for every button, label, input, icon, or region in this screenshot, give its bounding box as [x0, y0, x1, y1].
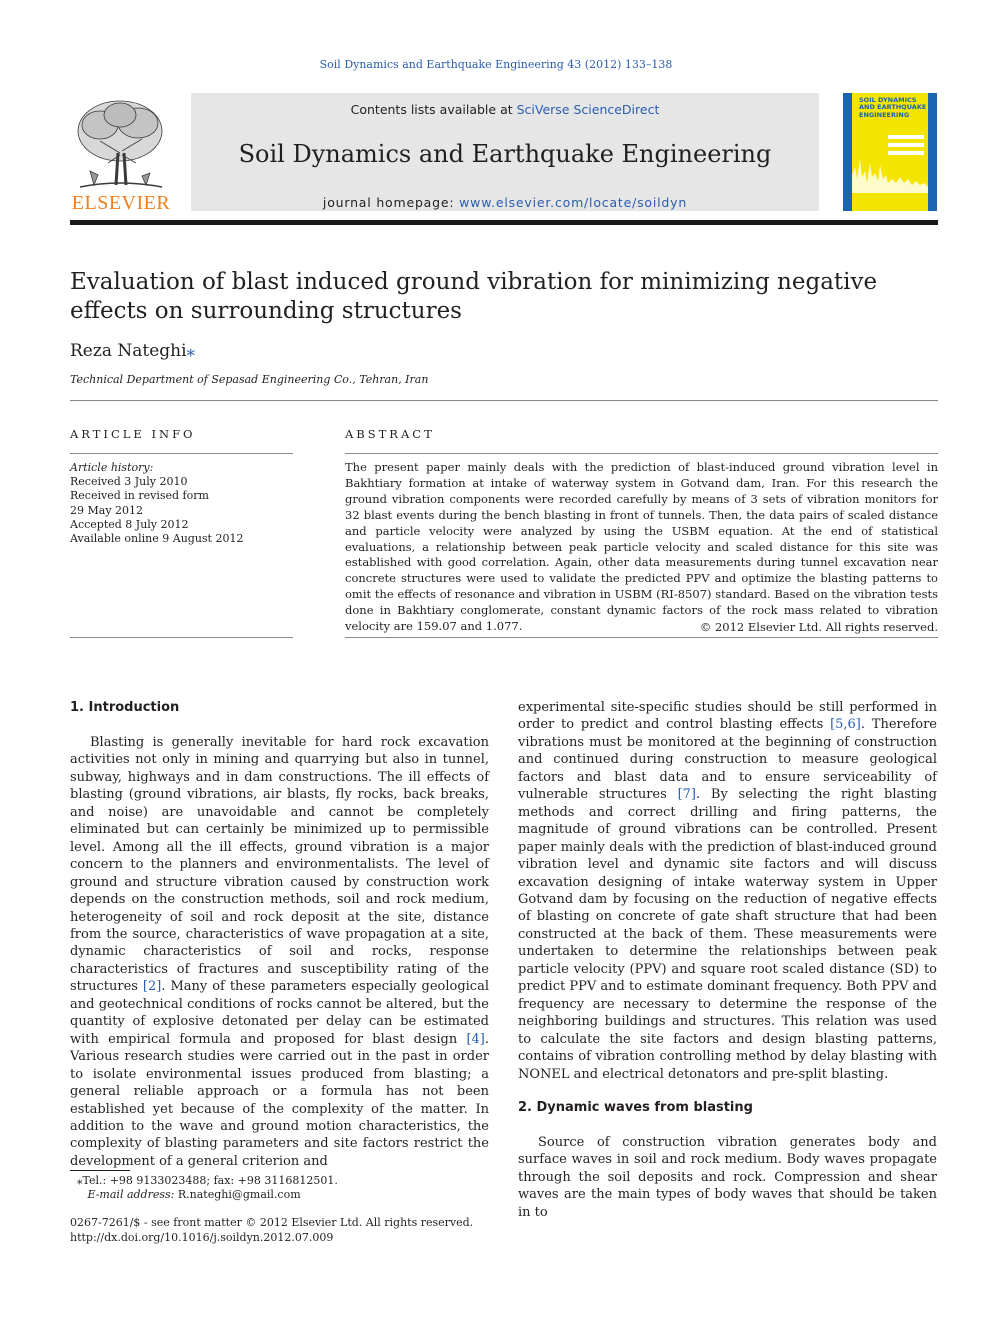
homepage-line: [191, 195, 819, 210]
divider: [345, 637, 938, 638]
journal-homepage-link[interactable]: www.elsevier.com/locate/soildyn: [459, 195, 688, 210]
citation-link[interactable]: [5,6]: [830, 717, 861, 733]
history-item: Received in revised form: [70, 489, 209, 503]
text-run: . Many of these parameters especially geological and geotechnical conditions of rocks cannot be altered, but the quantity of explosive detonated per delay can be estimated with empirical formula and proposed for blast design: [70, 979, 489, 1047]
abstract-heading: ABSTRACT: [345, 427, 435, 441]
doi-link[interactable]: http://dx.doi.org/10.1016/j.soildyn.2012.07.009: [70, 1230, 334, 1244]
affiliation: Technical Department of Sepasad Engineering Co., Tehran, Iran: [70, 373, 429, 386]
divider: [70, 453, 293, 454]
footnote-rule: [70, 1170, 130, 1171]
email-label: E-mail address:: [87, 1188, 175, 1201]
cover-seismogram-graphic: [852, 153, 928, 193]
history-item: 29 May 2012: [70, 503, 144, 517]
text-run: experimental site-specific studies should be still performed in order to predict and control blasting effects: [518, 700, 937, 733]
corresponding-author-mark[interactable]: ⁎: [186, 341, 196, 361]
article-info-heading: ARTICLE INFO: [70, 427, 196, 441]
author-line: [70, 341, 195, 361]
paragraph: [70, 734, 489, 1170]
introduction-right-column: [518, 699, 937, 1083]
sciencedirect-link[interactable]: SciVerse ScienceDirect: [516, 102, 660, 117]
history-item: Received 3 July 2010: [70, 475, 188, 489]
article-title: Evaluation of blast induced ground vibration for minimizing negative effects on surrounding structures: [70, 269, 878, 324]
paragraph: [518, 699, 937, 1083]
cover-left-stripe: [843, 93, 852, 211]
text-run: . Various research studies were carried out in the past in order to isolate environmental issues produced from blasting; a general reliable approach or a formula has not been established yet because of the complexity of the matter. In addition to the wave and ground motion characteristics, the complexity of blasting parameters and site factors restrict the development of a general criterion and: [70, 1031, 489, 1169]
divider: [70, 400, 938, 401]
divider: [345, 453, 938, 454]
elsevier-wordmark: ELSEVIER: [71, 192, 171, 214]
cover-right-stripe: [928, 93, 937, 211]
citation-link[interactable]: [4]: [466, 1031, 485, 1047]
cover-band: [888, 135, 924, 139]
running-head[interactable]: Soil Dynamics and Earthquake Engineering 43 (2012) 133–138: [319, 58, 673, 71]
homepage-prefix: journal homepage:: [322, 195, 460, 210]
issn-line: 0267-7261/$ - see front matter © 2012 Elsevier Ltd. All rights reserved.: [70, 1216, 474, 1229]
footnote-email-line: [70, 1188, 338, 1202]
text-run: . By selecting the right blasting methods and correct drilling and firing patterns, the magnitude of ground vibrations can be controlled. Present paper mainly deals with the prediction of blast-induced ground vibration level and dynamic site factors and will discuss excavation designing of intake waterway system in Upper Gotvand dam by focusing on the reduction of negative effects of blasting on concrete of gate shaft structure that had been constructed at the back of them. These measurements were undertaken to determine the relationships between peak particle velocity (PPV) and square root scaled distance (SD) to predict PPV and to estimate dominant frequency. Both PPV and frequency are necessary to determine the response of the neighboring buildings and structures. This relation was used to calculate the site factors and design blasting patterns, contains of vibration controlling method by delay blasting with NONEL and electrical detonators and pre-split blasting.: [518, 787, 937, 1082]
author-name[interactable]: Reza Nateghi: [70, 341, 187, 361]
abstract-copyright: © 2012 Elsevier Ltd. All rights reserved.: [699, 620, 938, 634]
journal-cover-thumbnail[interactable]: [843, 93, 937, 211]
front-matter: [70, 1216, 473, 1245]
history-item: Available online 9 August 2012: [70, 532, 244, 546]
citation-link[interactable]: [7]: [677, 787, 696, 803]
footnote: [70, 1174, 338, 1202]
cover-title: SOIL DYNAMICS AND EARTHQUAKE ENGINEERING: [859, 96, 927, 119]
citation-link[interactable]: [2]: [142, 979, 162, 995]
journal-title: Soil Dynamics and Earthquake Engineering: [238, 140, 772, 168]
contents-prefix: Contents lists available at: [350, 102, 517, 117]
masthead-rule: [70, 220, 938, 225]
contents-line: [191, 102, 819, 117]
section-heading-dynamic-waves: 2. Dynamic waves from blasting: [518, 1100, 753, 1115]
footnote-contact: [70, 1174, 338, 1188]
introduction-left-column: [70, 734, 489, 1170]
text-run: Blasting is generally inevitable for hard rock excavation activities not only in mining and quarrying but also in tunnel, subway, highways and in dam constructions. The ill effects of blasting (ground vibrations, air blasts, fly rocks, back breaks, and noise) are unavoidable and cannot be completely eliminated but can certainly be minimized up to permissible level. Among all the ill effects, ground vibration is a major concern to the planners and environmentalists. The level of ground and structure vibration caused by construction work depends on the construction methods, soil and rock medium, heterogeneity of soil and rock deposit at the site, distance from the source, characteristics of wave propagation at a site, dynamic characteristics of soil and rocks, response characteristics of fractures and susceptibility rating of the structures: [70, 735, 489, 995]
section-heading-introduction: 1. Introduction: [70, 700, 180, 715]
divider: [70, 637, 293, 638]
email-address[interactable]: R.nateghi@gmail.com: [177, 1188, 301, 1201]
paragraph: Source of construction vibration generates body and surface waves in soil and rock medium. Body waves propagate through the soil deposits and rock. Compression and shear waves are the main types of body waves that should be taken in to: [518, 1135, 937, 1220]
text-run: . Therefore vibrations must be monitored at the beginning of construction and continued during construction to measure geological factors and blast data and to ensure serviceability of vulnerable structures: [518, 717, 937, 803]
cover-band: [888, 143, 924, 147]
dynamic-waves-text: [518, 1134, 937, 1221]
history-item: Accepted 8 July 2012: [70, 517, 189, 531]
abstract-text: The present paper mainly deals with the prediction of blast-induced ground vibration level in Bakhtiary formation at intake of waterway system in Gotvand dam, Iran. For this research the ground vibration components were recorded carefully by means of 3 sets of vibration monitors for 32 blast events during the bench blasting in front of tunnels. Then, the data pairs of scaled distance and particle velocity were analyzed by using the USBM equation. At the end of statistical evaluations, a relationship between peak particle velocity and scaled distance for this site was established with good correlation. Again, other data measurements during tunnel excavation near concrete structures were used to validate the predicted PPV and optimize the blasting patterns to omit the effects of resonance and vibration in USBM (RI-8507) standard. Based on the vibration tests done in Bakhtiary conglomerate, constant dynamic factors of the rock mass related to vibration velocity are 159.07 and 1.077.: [345, 460, 938, 634]
footnote-mark: ⁎: [77, 1174, 83, 1187]
footnote-tel: Tel.: +98 9133023488; fax: +98 3116812501.: [82, 1174, 338, 1187]
history-heading: Article history:: [70, 461, 154, 474]
article-history: [70, 461, 243, 546]
